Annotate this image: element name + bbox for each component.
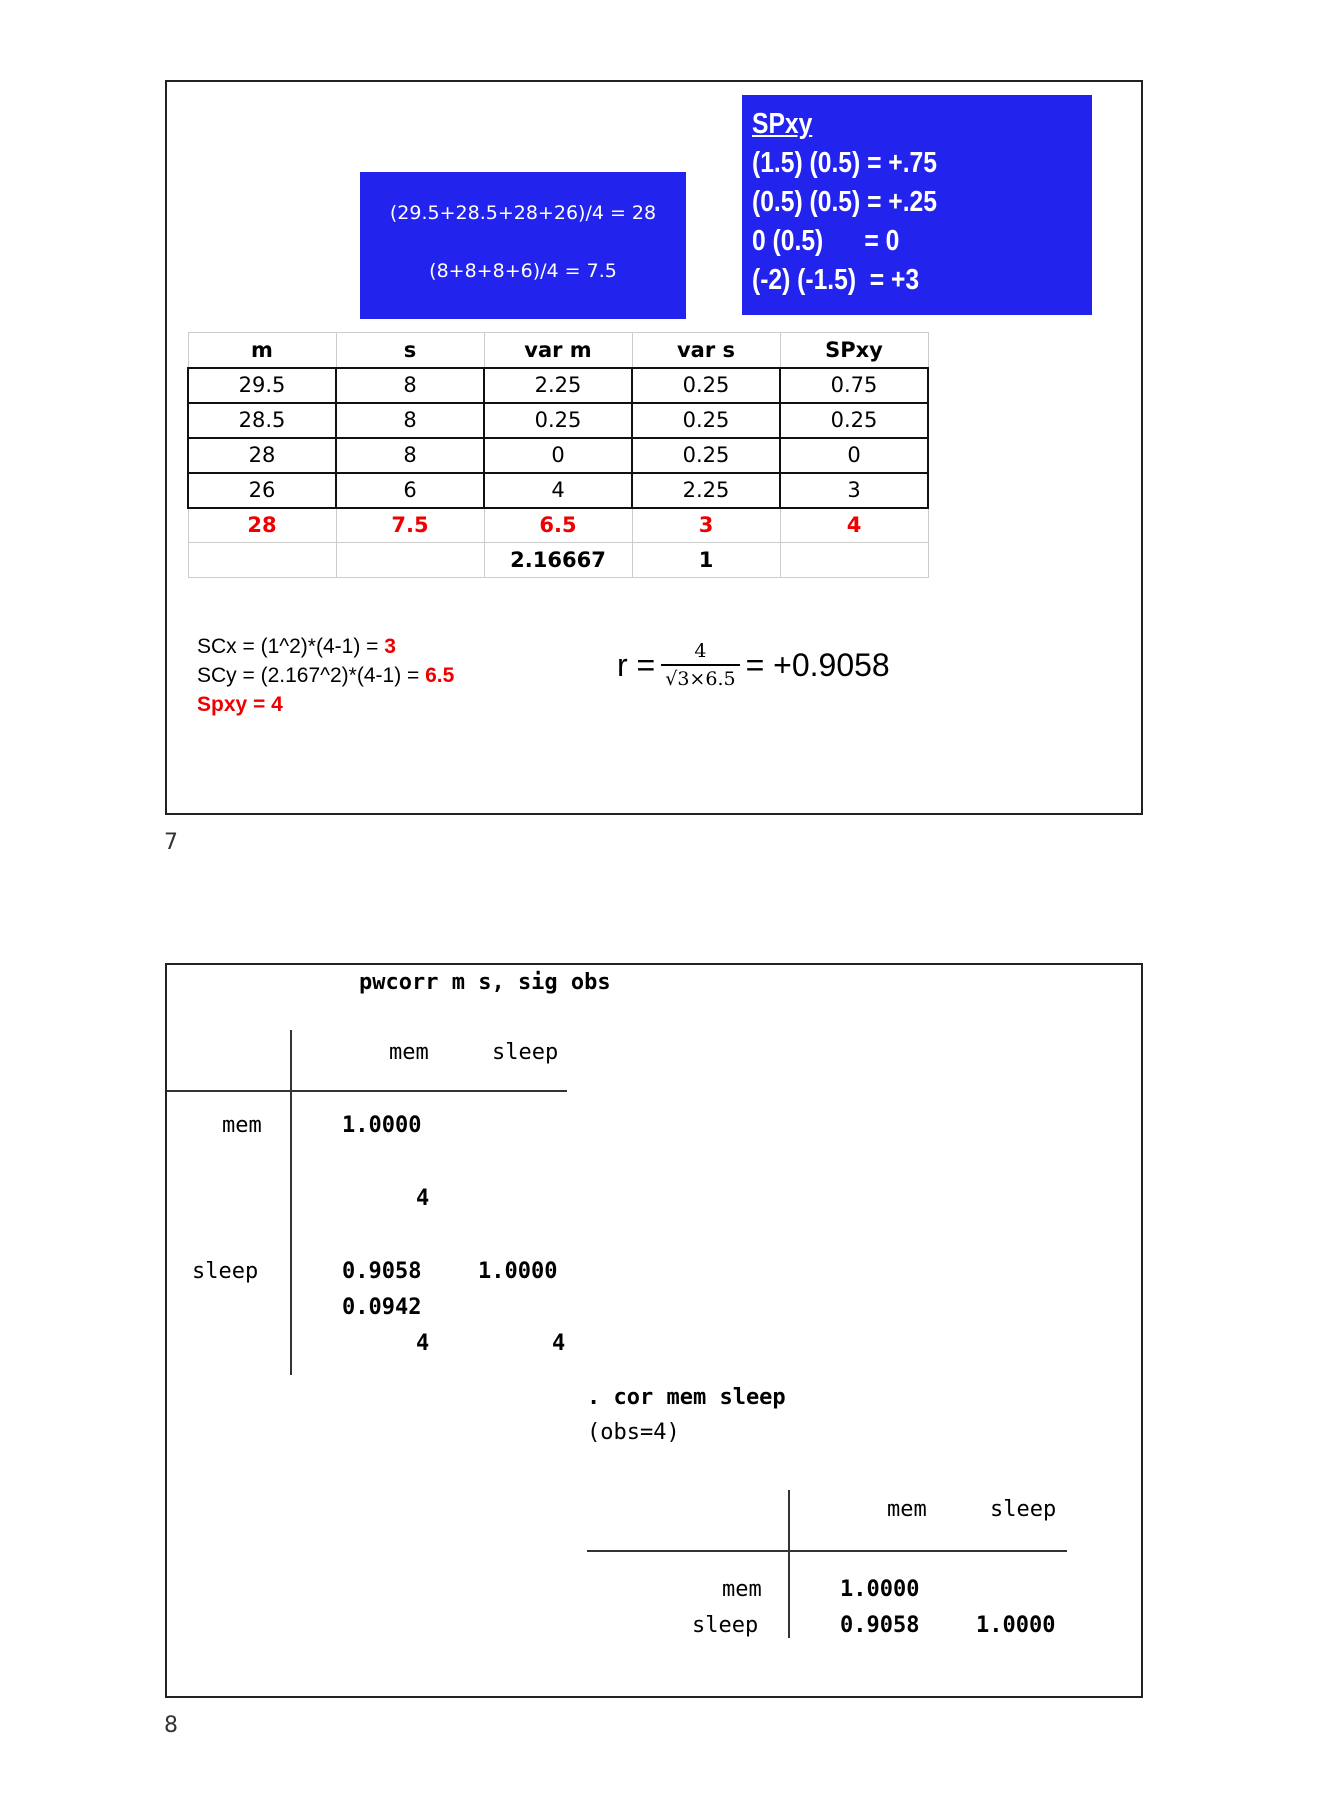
- cor-mem-mem: 1.0000: [840, 1577, 920, 1602]
- cell: 26: [188, 473, 336, 508]
- cell: 0: [780, 438, 928, 473]
- pwcorr-horizontal-rule: [167, 1090, 567, 1092]
- cell: 29.5: [188, 368, 336, 403]
- cell: 0.25: [632, 368, 780, 403]
- cell: 2.16667: [484, 543, 632, 578]
- mean-s-formula: (8+8+8+6)/4 = 7.5: [429, 260, 617, 282]
- table-row: [188, 438, 928, 473]
- cor-sleep-mem: 0.9058: [840, 1613, 920, 1638]
- header-var-s: var s: [632, 333, 780, 368]
- cor-command: . cor mem sleep: [587, 1385, 786, 1410]
- spxy-line: Spxy = 4: [197, 693, 283, 716]
- cor-col-sleep: sleep: [990, 1497, 1057, 1522]
- cell: 7.5: [336, 508, 484, 543]
- cell: 2.25: [484, 368, 632, 403]
- sums-of-squares: [197, 632, 454, 719]
- pwcorr-sleep-sig: 0.0942: [342, 1295, 422, 1320]
- cell: 28: [188, 438, 336, 473]
- pwcorr-sleep-sleep: 1.0000: [478, 1259, 558, 1284]
- cell: 4: [780, 508, 928, 543]
- fraction: [661, 640, 739, 690]
- cell: 4: [484, 473, 632, 508]
- cell: [188, 543, 336, 578]
- spxy-line-3: 0 (0.5) = 0: [752, 225, 900, 257]
- cell: 2.25: [632, 473, 780, 508]
- spxy-title: SPxy: [752, 108, 813, 140]
- cell: 3: [780, 473, 928, 508]
- pwcorr-row-sleep: sleep: [192, 1259, 259, 1284]
- cell: 8: [336, 438, 484, 473]
- numerator: 4: [694, 640, 707, 662]
- cell: 6: [336, 473, 484, 508]
- slide-8: [165, 963, 1143, 1698]
- cell: [336, 543, 484, 578]
- r-rhs: = +0.9058: [745, 646, 890, 683]
- pwcorr-sleep-obs-mem: 4: [416, 1331, 430, 1356]
- cell: 28.5: [188, 403, 336, 438]
- scx-text: SCx = (1^2)*(4-1) =: [197, 635, 385, 658]
- denominator: √3×6.5: [661, 664, 739, 690]
- variance-row: [188, 543, 928, 578]
- calculation-table: [187, 332, 929, 578]
- cor-horizontal-rule: [587, 1550, 1067, 1552]
- header-var-m: var m: [484, 333, 632, 368]
- cor-col-mem: mem: [887, 1497, 927, 1522]
- cell: 0.25: [484, 403, 632, 438]
- cell: 6.5: [484, 508, 632, 543]
- cell: 8: [336, 403, 484, 438]
- pwcorr-vertical-rule: [290, 1030, 292, 1375]
- scy-value: 6.5: [425, 664, 455, 687]
- cor-row-sleep: sleep: [692, 1613, 759, 1638]
- pwcorr-row-mem: mem: [222, 1113, 262, 1138]
- correlation-formula: [617, 640, 890, 690]
- mean-m-formula: (29.5+28.5+28+26)/4 = 28: [389, 202, 657, 224]
- cell: 0.25: [780, 403, 928, 438]
- pwcorr-col-sleep: sleep: [492, 1040, 559, 1065]
- pwcorr-sleep-obs-sleep: 4: [552, 1331, 566, 1356]
- cell: 0.75: [780, 368, 928, 403]
- slide-7: [165, 80, 1143, 815]
- sums-row: [188, 508, 928, 543]
- spxy-line-2: (0.5) (0.5) = +.25: [752, 186, 937, 218]
- spxy-line-1: (1.5) (0.5) = +.75: [752, 147, 937, 179]
- cor-sleep-sleep: 1.0000: [976, 1613, 1056, 1638]
- pwcorr-mem-obs: 4: [416, 1186, 430, 1211]
- scx-value: 3: [384, 635, 396, 658]
- cell: 8: [336, 368, 484, 403]
- scy-text: SCy = (2.167^2)*(4-1) =: [197, 664, 426, 687]
- table-row: [188, 473, 928, 508]
- cell: 0.25: [632, 438, 780, 473]
- scy-line: [197, 661, 454, 690]
- cell: [780, 543, 928, 578]
- header-s: s: [336, 333, 484, 368]
- cell: 3: [632, 508, 780, 543]
- cor-vertical-rule: [788, 1490, 790, 1638]
- table-row: [188, 368, 928, 403]
- page-number-8: 8: [164, 1713, 178, 1738]
- cor-obs: (obs=4): [587, 1420, 680, 1445]
- pwcorr-mem-mem: 1.0000: [342, 1113, 422, 1138]
- cell: 28: [188, 508, 336, 543]
- cor-row-mem: mem: [722, 1577, 762, 1602]
- header-m: m: [188, 333, 336, 368]
- pwcorr-sleep-mem: 0.9058: [342, 1259, 422, 1284]
- cell: 0.25: [632, 403, 780, 438]
- page-number-7: 7: [164, 830, 178, 855]
- cell: 0: [484, 438, 632, 473]
- table-row: [188, 403, 928, 438]
- cell: 1: [632, 543, 780, 578]
- pwcorr-command: pwcorr m s, sig obs: [359, 970, 611, 995]
- means-box: [360, 172, 686, 319]
- header-spxy: SPxy: [780, 333, 928, 368]
- spxy-box: [742, 95, 1092, 315]
- scx-line: [197, 632, 454, 661]
- pwcorr-col-mem: mem: [389, 1040, 429, 1065]
- spxy-line-4: (-2) (-1.5) = +3: [752, 264, 920, 296]
- r-lhs: r =: [617, 646, 656, 683]
